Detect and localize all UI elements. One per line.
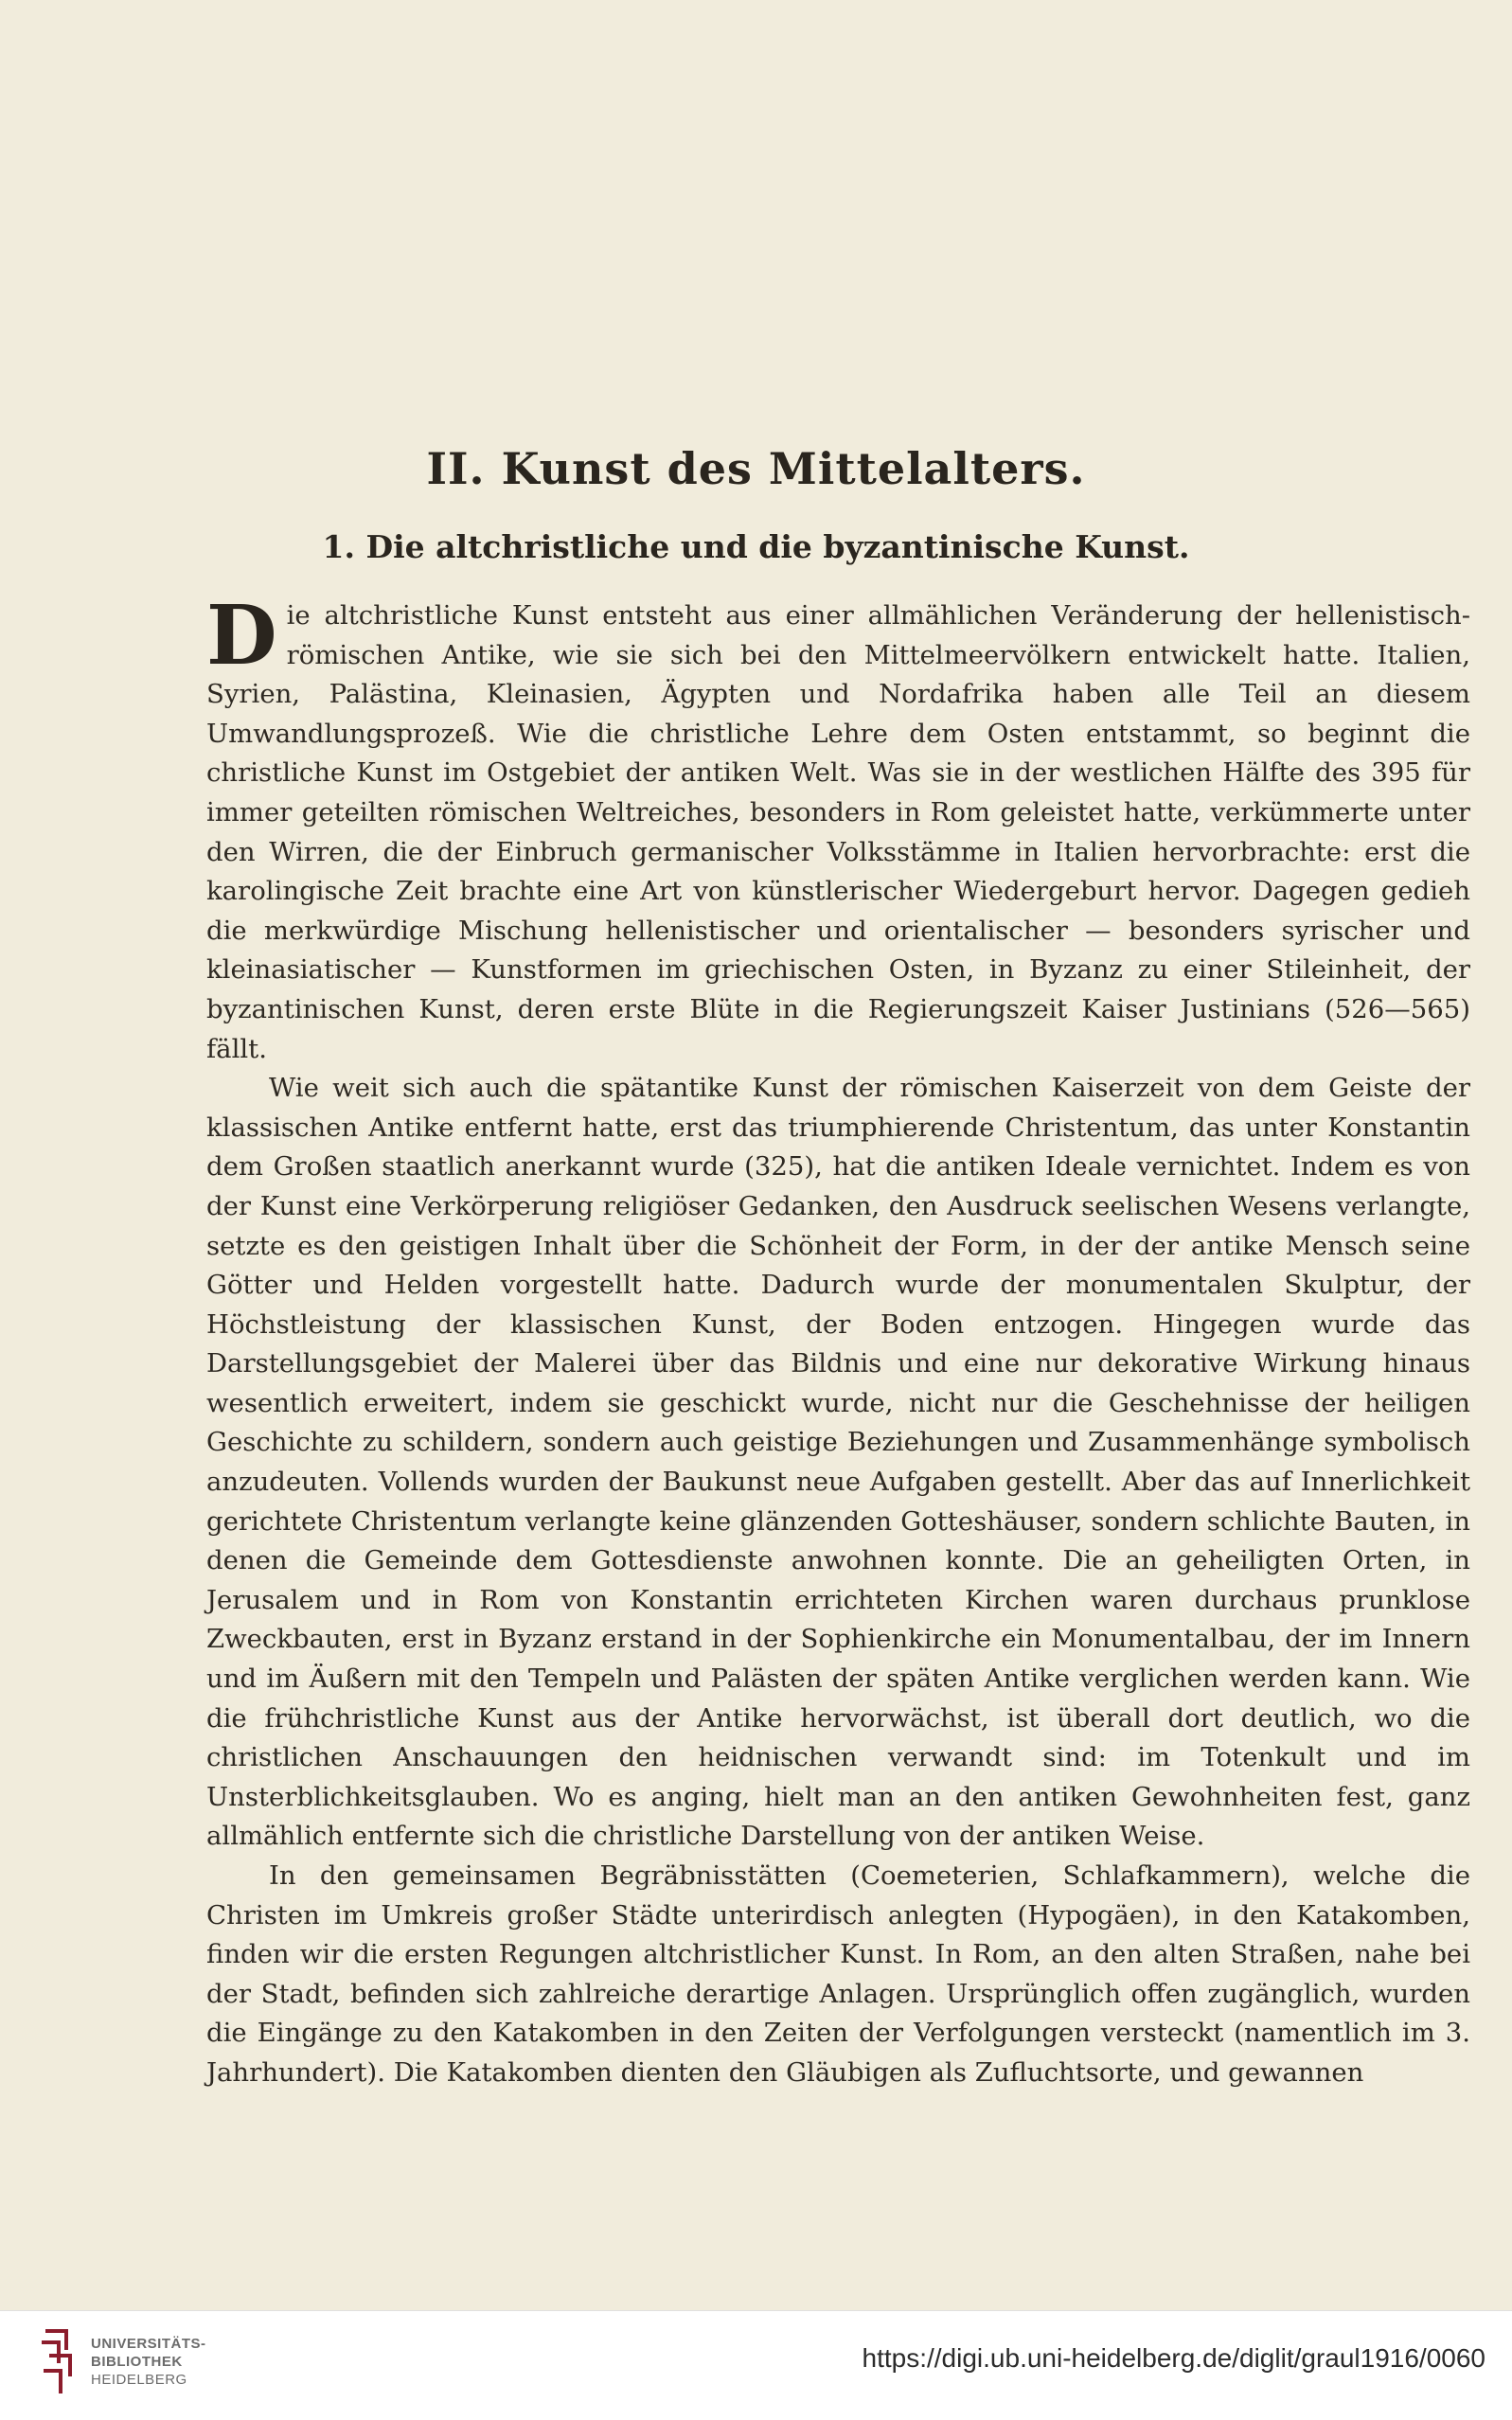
paragraph-1-text: ie altchristliche Kunst entsteht aus einer allmählichen Veränderung der hellenistisch-römischen Antike, wie sie sich bei den Mittelmeervölkern entwickelt hatte. Italien, Syrien, Palästina, Kleinasien, Ägypten und Nordafrika haben alle Teil an diesem Umwandlungsprozeß. Wie die christliche Lehre dem Osten entstammt, so beginnt die christliche Kunst im Ostgebiet der antiken Welt. Was sie in der westlichen Hälfte des 395 für immer geteilten römischen Weltreiches, besonders in Rom geleistet hatte, verkümmerte unter den Wirren, die der Einbruch germanischer Volksstämme in Italien hervorbrachte: erst die karolingische Zeit brachte eine Art von künstlerischer Wiedergeburt hervor. Dagegen gedieh die merkwürdige Mischung hellenistischer und orientalischer — besonders syrischer und kleinasiatischer — Kunstformen im griechischen Osten, in Byzanz zu einer Stileinheit, der byzantinischen Kunst, deren erste Blüte in die Regierungszeit Kaiser Justinians (526—565) fällt. (206, 600, 1470, 1064)
body-text (206, 588, 1470, 2093)
institution-line-3: HEIDELBERG (91, 2372, 187, 2388)
part-title: II. Kunst des Mittelalters. (426, 443, 1086, 494)
institution-name[interactable] (91, 2335, 206, 2389)
paragraph-1 (206, 588, 1470, 1069)
page-url-link[interactable]: https://digi.ub.uni-heidelberg.de/diglit/graul1916/0060 (862, 2343, 1485, 2373)
paragraph-3: In den gemeinsamen Begräbnisstätten (Coemeterien, Schlafkammern), welche die Christen im Umkreis großer Städte unterirdisch anlegten (Hypogäen), in den Katakomben, finden wir die ersten Regungen altchristlicher Kunst. In Rom, an den alten Straßen, nahe bei der Stadt, befinden sich zahlreiche derartige Anlagen. Ursprünglich offen zugänglich, wurden die Eingänge zu den Katakomben in den Zeiten der Verfolgungen versteckt (namentlich im 3. Jahrhundert). Die Katakomben dienten den Gläubigen als Zufluchtsorte, und gewannen (206, 1860, 1470, 2088)
paragraph-2: Wie weit sich auch die spätantike Kunst der römischen Kaiserzeit von dem Geiste der klassischen Antike entfernt hatte, erst das triumphierende Christentum, das unter Konstantin dem Großen staatlich anerkannt wurde (325), hat die antiken Ideale vernichtet. Indem es von der Kunst eine Verkörperung religiöser Gedanken, den Ausdruck seelischen Wesens verlangte, setzte es den geistigen Inhalt über die Schönheit der Form, in der der antike Mensch seine Götter und Helden vorgestellt hatte. Dadurch wurde der monumentalen Skulptur, der Höchstleistung der klassischen Kunst, der Boden entzogen. Hingegen wurde das Darstellungsgebiet der Malerei über das Bildnis und eine nur dekorative Wirkung hinaus wesentlich erweitert, indem sie geschickt wurde, nicht nur die Geschehnisse der heiligen Geschichte zu schildern, sondern auch geistige Beziehungen und Zusammenhänge symbolisch anzudeuten. Vollends wurden der Baukunst neue Aufgaben gestellt. Aber das auf Innerlichkeit gerichtete Christentum verlangte keine glänzenden Gotteshäuser, sondern schlichte Bauten, in denen die Gemeinde dem Gottesdienste anwohnen konnte. Die an geheiligten Orten, in Jerusalem und in Rom von Konstantin errichteten Kirchen waren durchaus prunklose Zweckbauten, erst in Byzanz erstand in der Sophienkirche ein Monumentalbau, der im Innern und im Äußern mit den Tempeln und Palästen der späten Antike verglichen werden kann. Wie die frühchristliche Kunst aus der Antike hervorwächst, ist überall dort deutlich, wo die christlichen Anschauungen den heidnischen verwandt sind: im Totenkult und im Unsterblichkeitsglauben. Wo es anging, hielt man an den antiken Gewohnheiten fest, ganz allmählich entfernte sich die christliche Darstellung von der antiken Weise. (206, 1073, 1470, 1852)
institution-line-2: BIBLIOTHEK (91, 2354, 183, 2370)
drop-cap: D (206, 588, 277, 684)
university-library-heidelberg-logo-icon[interactable] (38, 2322, 78, 2405)
chapter-title: 1. Die altchristliche und die byzantinische Kunst. (322, 528, 1190, 565)
institution-line-1: UNIVERSITÄTS- (91, 2336, 206, 2352)
